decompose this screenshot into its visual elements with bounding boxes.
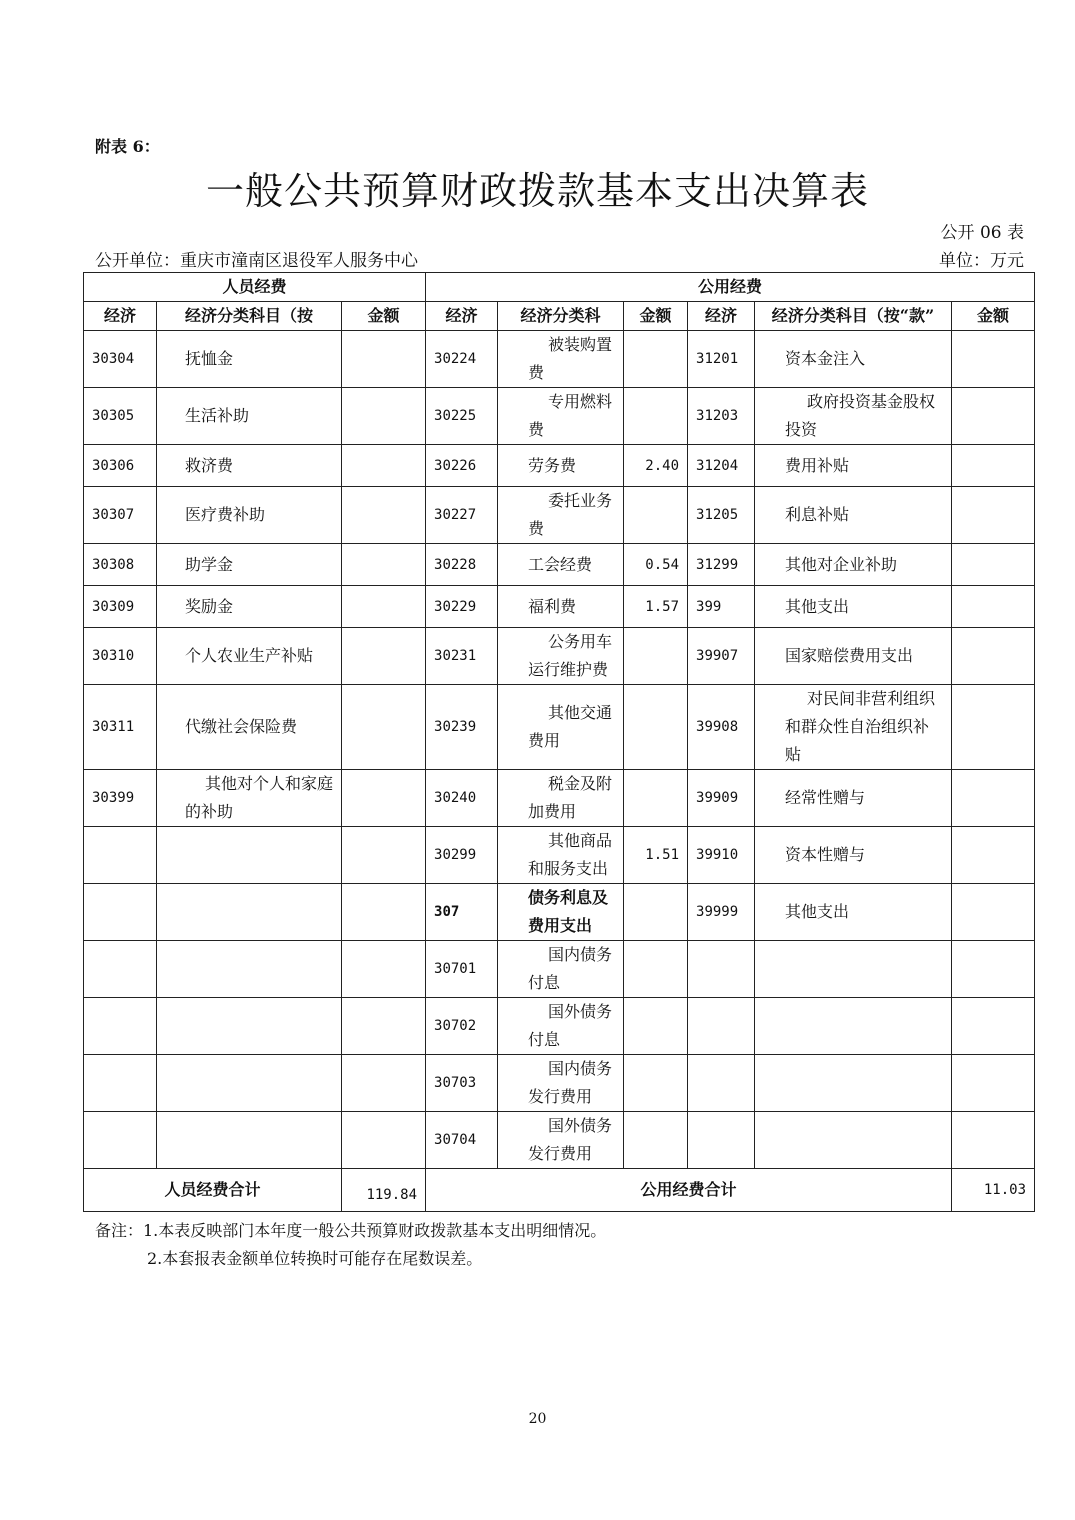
cell-p-amount bbox=[342, 884, 426, 941]
note-line: 备注：1.本表反映部门本年度一般公共预算财政拨款基本支出明细情况。 bbox=[95, 1221, 607, 1240]
cell-c-name: 其他对企业补助 bbox=[755, 544, 952, 586]
cell-p-amount bbox=[342, 544, 426, 586]
cell-g-code: 30228 bbox=[426, 544, 498, 586]
cell-c-name: 资本性赠与 bbox=[755, 827, 952, 884]
cell-p-name bbox=[157, 1055, 342, 1112]
cell-g-name: 福利费 bbox=[498, 586, 624, 628]
cell-p-name: 抚恤金 bbox=[157, 331, 342, 388]
cell-c-amount bbox=[952, 544, 1035, 586]
cell-p-amount bbox=[342, 628, 426, 685]
cell-p-amount bbox=[342, 1112, 426, 1169]
cell-c-amount bbox=[952, 685, 1035, 770]
cell-g-code: 30239 bbox=[426, 685, 498, 770]
cell-p-name: 生活补助 bbox=[157, 388, 342, 445]
cell-g-name: 债务利息及费用支出 bbox=[498, 884, 624, 941]
cell-g-amount bbox=[624, 331, 688, 388]
cell-c-code: 39908 bbox=[688, 685, 755, 770]
cell-c-code: 39910 bbox=[688, 827, 755, 884]
total-personnel-value: 119.84 bbox=[342, 1169, 426, 1212]
cell-p-code bbox=[84, 998, 157, 1055]
cell-g-name: 税金及附加费用 bbox=[498, 770, 624, 827]
cell-c-code: 31204 bbox=[688, 445, 755, 487]
cell-g-name: 其他商品和服务支出 bbox=[498, 827, 624, 884]
cell-c-amount bbox=[952, 998, 1035, 1055]
cell-g-name: 国外债务发行费用 bbox=[498, 1112, 624, 1169]
table-row bbox=[84, 770, 1035, 827]
cell-g-name: 工会经费 bbox=[498, 544, 624, 586]
cell-g-code: 30231 bbox=[426, 628, 498, 685]
table-row bbox=[84, 941, 1035, 998]
cell-c-name: 其他支出 bbox=[755, 586, 952, 628]
cell-g-amount bbox=[624, 1055, 688, 1112]
cell-p-amount bbox=[342, 388, 426, 445]
cell-g-amount bbox=[624, 884, 688, 941]
cell-g-code: 307 bbox=[426, 884, 498, 941]
cell-p-name bbox=[157, 941, 342, 998]
cell-g-name: 国外债务付息 bbox=[498, 998, 624, 1055]
cell-c-amount bbox=[952, 487, 1035, 544]
expenditure-table bbox=[83, 272, 1035, 1212]
cell-g-amount: 1.51 bbox=[624, 827, 688, 884]
cell-c-code: 31203 bbox=[688, 388, 755, 445]
cell-g-code: 30702 bbox=[426, 998, 498, 1055]
cell-p-amount bbox=[342, 770, 426, 827]
cell-g-code: 30240 bbox=[426, 770, 498, 827]
total-public-label: 公用经费合计 bbox=[426, 1169, 952, 1212]
cell-c-amount bbox=[952, 331, 1035, 388]
cell-c-amount bbox=[952, 941, 1035, 998]
cell-p-code: 30309 bbox=[84, 586, 157, 628]
cell-g-name: 劳务费 bbox=[498, 445, 624, 487]
table-row bbox=[84, 388, 1035, 445]
cell-c-amount bbox=[952, 445, 1035, 487]
note-line: 2.本套报表金额单位转换时可能存在尾数误差。 bbox=[147, 1249, 483, 1268]
cell-p-code bbox=[84, 884, 157, 941]
total-personnel-label: 人员经费合计 bbox=[84, 1169, 342, 1212]
col-header-code: 经济 bbox=[84, 302, 157, 331]
col-header-code: 经济 bbox=[426, 302, 498, 331]
cell-c-amount bbox=[952, 827, 1035, 884]
cell-c-code: 31201 bbox=[688, 331, 755, 388]
table-number: 公开 06 表 bbox=[940, 223, 1024, 243]
col-header-amount: 金额 bbox=[624, 302, 688, 331]
cell-p-code bbox=[84, 1112, 157, 1169]
cell-g-code: 30299 bbox=[426, 827, 498, 884]
cell-c-code bbox=[688, 1055, 755, 1112]
cell-p-code bbox=[84, 941, 157, 998]
cell-g-code: 30226 bbox=[426, 445, 498, 487]
cell-g-amount bbox=[624, 628, 688, 685]
cell-g-code: 30229 bbox=[426, 586, 498, 628]
cell-g-name: 被装购置费 bbox=[498, 331, 624, 388]
cell-p-amount bbox=[342, 445, 426, 487]
cell-c-code: 31299 bbox=[688, 544, 755, 586]
cell-g-amount bbox=[624, 388, 688, 445]
cell-c-code bbox=[688, 1112, 755, 1169]
cell-p-name bbox=[157, 884, 342, 941]
cell-g-amount: 0.54 bbox=[624, 544, 688, 586]
cell-g-name: 专用燃料费 bbox=[498, 388, 624, 445]
cell-c-amount bbox=[952, 388, 1035, 445]
total-public-value: 11.03 bbox=[952, 1169, 1035, 1212]
cell-g-amount bbox=[624, 487, 688, 544]
cell-c-name: 国家赔偿费用支出 bbox=[755, 628, 952, 685]
cell-p-code: 30306 bbox=[84, 445, 157, 487]
page-title: 一般公共预算财政拨款基本支出决算表 bbox=[205, 169, 869, 213]
cell-p-name: 其他对个人和家庭的补助 bbox=[157, 770, 342, 827]
cell-c-name bbox=[755, 941, 952, 998]
table-row bbox=[84, 628, 1035, 685]
col-header-amount: 金额 bbox=[952, 302, 1035, 331]
table-row bbox=[84, 331, 1035, 388]
col-header-name: 经济分类科目（按 bbox=[157, 302, 342, 331]
cell-p-name: 医疗费补助 bbox=[157, 487, 342, 544]
cell-c-name: 其他支出 bbox=[755, 884, 952, 941]
cell-c-name bbox=[755, 998, 952, 1055]
cell-g-name: 委托业务费 bbox=[498, 487, 624, 544]
table-row bbox=[84, 487, 1035, 544]
cell-p-name: 个人农业生产补贴 bbox=[157, 628, 342, 685]
cell-p-amount bbox=[342, 685, 426, 770]
cell-g-code: 30224 bbox=[426, 331, 498, 388]
cell-p-code: 30310 bbox=[84, 628, 157, 685]
cell-p-code: 30399 bbox=[84, 770, 157, 827]
cell-c-amount bbox=[952, 586, 1035, 628]
cell-g-code: 30225 bbox=[426, 388, 498, 445]
currency-unit: 单位：万元 bbox=[939, 251, 1024, 271]
cell-g-code: 30703 bbox=[426, 1055, 498, 1112]
cell-g-name: 国内债务发行费用 bbox=[498, 1055, 624, 1112]
cell-g-amount bbox=[624, 685, 688, 770]
table-row bbox=[84, 685, 1035, 770]
appendix-label: 附表 6： bbox=[95, 137, 160, 156]
cell-c-name: 利息补贴 bbox=[755, 487, 952, 544]
cell-p-amount bbox=[342, 331, 426, 388]
table-row bbox=[84, 884, 1035, 941]
cell-p-code bbox=[84, 1055, 157, 1112]
cell-c-amount bbox=[952, 884, 1035, 941]
cell-p-amount bbox=[342, 941, 426, 998]
reporting-unit: 公开单位：重庆市潼南区退役军人服务中心 bbox=[95, 251, 418, 271]
cell-c-code: 39999 bbox=[688, 884, 755, 941]
table-row bbox=[84, 544, 1035, 586]
cell-p-name: 助学金 bbox=[157, 544, 342, 586]
cell-p-code: 30311 bbox=[84, 685, 157, 770]
cell-c-name: 政府投资基金股权投资 bbox=[755, 388, 952, 445]
cell-p-name bbox=[157, 998, 342, 1055]
cell-c-amount bbox=[952, 1112, 1035, 1169]
table-row bbox=[84, 586, 1035, 628]
cell-g-code: 30701 bbox=[426, 941, 498, 998]
cell-c-name bbox=[755, 1055, 952, 1112]
cell-g-name: 公务用车运行维护费 bbox=[498, 628, 624, 685]
cell-c-code: 399 bbox=[688, 586, 755, 628]
col-header-code: 经济 bbox=[688, 302, 755, 331]
cell-p-amount bbox=[342, 998, 426, 1055]
cell-g-amount bbox=[624, 998, 688, 1055]
cell-c-name: 资本金注入 bbox=[755, 331, 952, 388]
cell-g-name: 其他交通费用 bbox=[498, 685, 624, 770]
page-number: 20 bbox=[528, 1411, 547, 1427]
notes bbox=[95, 1217, 606, 1273]
cell-p-name bbox=[157, 827, 342, 884]
cell-c-amount bbox=[952, 628, 1035, 685]
cell-g-amount: 1.57 bbox=[624, 586, 688, 628]
table-row bbox=[84, 445, 1035, 487]
cell-p-code: 30304 bbox=[84, 331, 157, 388]
cell-g-amount bbox=[624, 941, 688, 998]
cell-g-amount: 2.40 bbox=[624, 445, 688, 487]
cell-c-name: 经常性赠与 bbox=[755, 770, 952, 827]
cell-p-name: 代缴社会保险费 bbox=[157, 685, 342, 770]
table-row bbox=[84, 1112, 1035, 1169]
cell-g-code: 30704 bbox=[426, 1112, 498, 1169]
cell-p-name: 救济费 bbox=[157, 445, 342, 487]
cell-p-name bbox=[157, 1112, 342, 1169]
col-header-name: 经济分类科目（按“款” bbox=[755, 302, 952, 331]
cell-g-amount bbox=[624, 1112, 688, 1169]
cell-p-amount bbox=[342, 487, 426, 544]
cell-c-code: 39909 bbox=[688, 770, 755, 827]
cell-c-name bbox=[755, 1112, 952, 1169]
cell-c-code: 39907 bbox=[688, 628, 755, 685]
cell-c-name: 对民间非营利组织和群众性自治组织补贴 bbox=[755, 685, 952, 770]
cell-g-amount bbox=[624, 770, 688, 827]
cell-p-code bbox=[84, 827, 157, 884]
cell-p-amount bbox=[342, 586, 426, 628]
cell-g-name: 国内债务付息 bbox=[498, 941, 624, 998]
cell-p-amount bbox=[342, 1055, 426, 1112]
cell-c-code bbox=[688, 941, 755, 998]
cell-p-code: 30305 bbox=[84, 388, 157, 445]
cell-p-code: 30308 bbox=[84, 544, 157, 586]
cell-c-amount bbox=[952, 1055, 1035, 1112]
cell-c-code: 31205 bbox=[688, 487, 755, 544]
cell-c-amount bbox=[952, 770, 1035, 827]
cell-g-code: 30227 bbox=[426, 487, 498, 544]
table-row bbox=[84, 998, 1035, 1055]
table-row bbox=[84, 1055, 1035, 1112]
col-header-amount: 金额 bbox=[342, 302, 426, 331]
group-header-public: 公用经费 bbox=[426, 273, 1035, 302]
cell-c-code bbox=[688, 998, 755, 1055]
cell-c-name: 费用补贴 bbox=[755, 445, 952, 487]
table-row bbox=[84, 827, 1035, 884]
cell-p-name: 奖励金 bbox=[157, 586, 342, 628]
col-header-name: 经济分类科 bbox=[498, 302, 624, 331]
cell-p-amount bbox=[342, 827, 426, 884]
group-header-personnel: 人员经费 bbox=[84, 273, 426, 302]
cell-p-code: 30307 bbox=[84, 487, 157, 544]
